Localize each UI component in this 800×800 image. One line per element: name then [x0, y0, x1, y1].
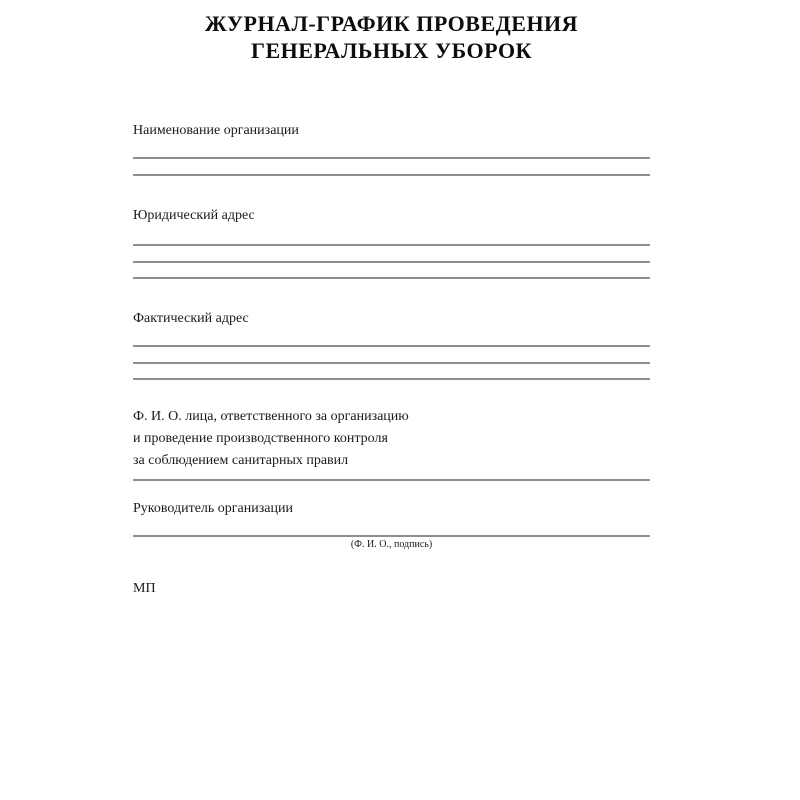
- responsible-person-label-line-2: и проведение производственного контроля: [133, 431, 388, 446]
- stamp-placeholder-label: МП: [133, 581, 156, 596]
- title-line-2: ГЕНЕРАЛЬНЫХ УБОРОК: [250, 38, 533, 63]
- legal-address-blank-line-2: [133, 261, 650, 263]
- actual-address-blank-line-1: [133, 345, 650, 347]
- actual-address-label: Фактический адрес: [133, 311, 249, 326]
- org-name-blank-line-2: [133, 174, 650, 176]
- org-name-label: Наименование организации: [133, 123, 299, 138]
- org-name-blank-line-1: [133, 157, 650, 159]
- head-of-org-signature-line: [133, 535, 650, 537]
- head-of-org-label: Руководитель организации: [133, 501, 293, 516]
- legal-address-label: Юридический адрес: [133, 208, 255, 223]
- responsible-person-label-line-3: за соблюдением санитарных правил: [133, 453, 349, 468]
- signature-caption: (Ф. И. О., подпись): [350, 539, 433, 550]
- legal-address-blank-line-3: [133, 277, 650, 279]
- document-content: [133, 0, 650, 598]
- actual-address-blank-line-2: [133, 362, 650, 364]
- document-title: [133, 0, 650, 64]
- responsible-person-label-line-1: Ф. И. О. лица, ответственного за организацию: [133, 409, 409, 424]
- actual-address-blank-line-3: [133, 378, 650, 380]
- responsible-person-blank-line: [133, 479, 650, 481]
- title-line-1: ЖУРНАЛ-ГРАФИК ПРОВЕДЕНИЯ: [204, 11, 579, 36]
- responsible-person-label: [133, 406, 650, 472]
- legal-address-blank-line-1: [133, 244, 650, 246]
